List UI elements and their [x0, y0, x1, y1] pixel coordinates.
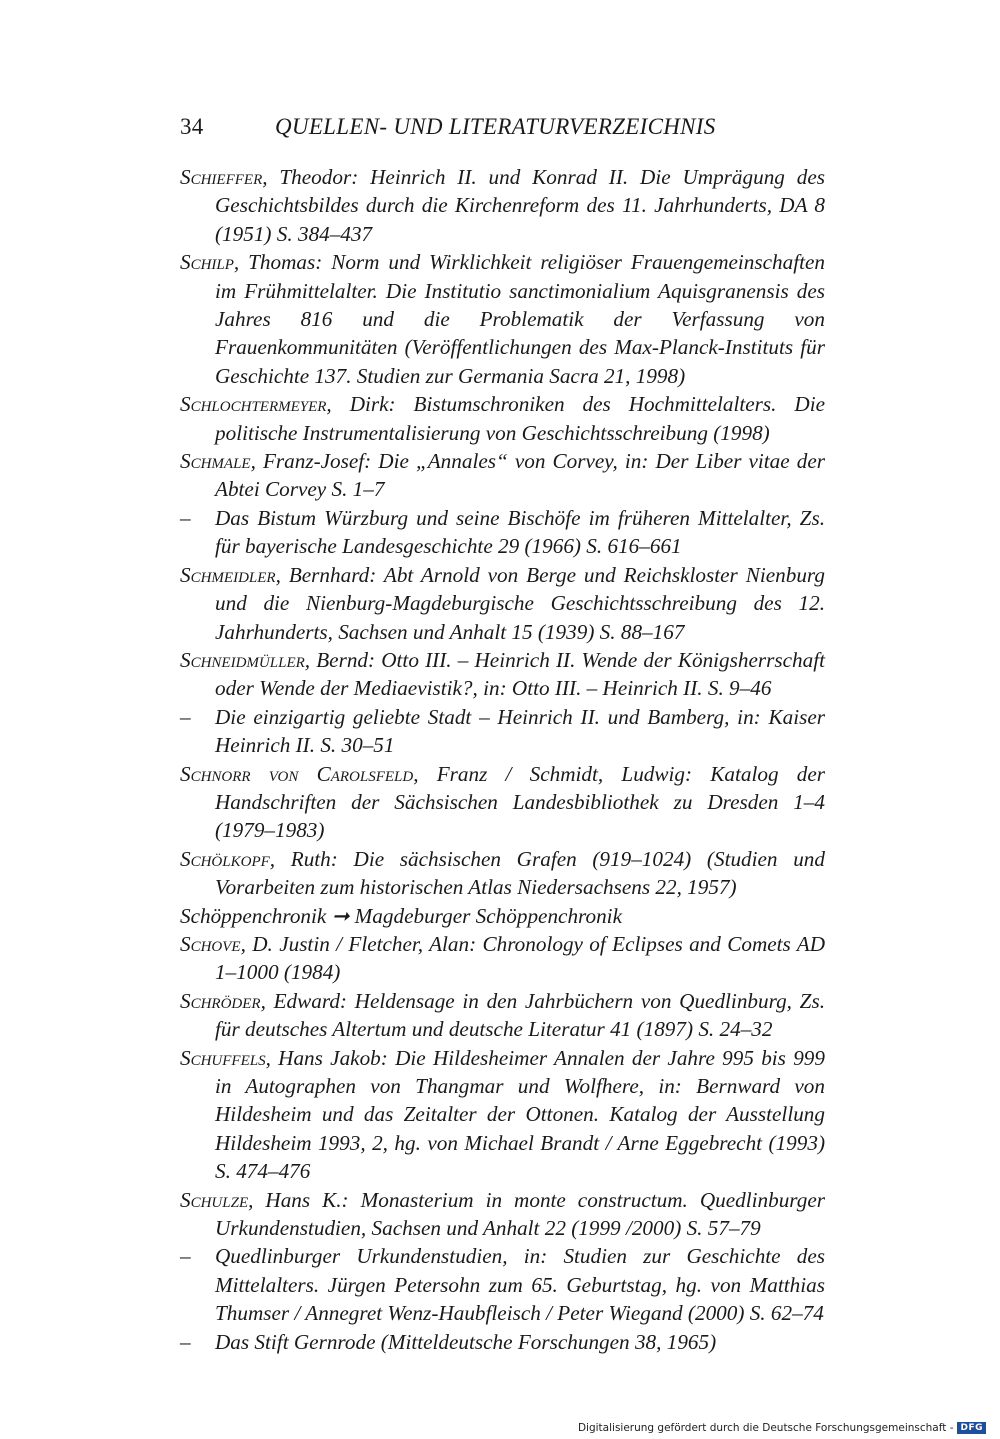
bibliography-subentry	[180, 1328, 825, 1356]
entry-author: Schieffer,	[180, 165, 268, 189]
page-header	[180, 114, 840, 144]
entry-author: Schnorr von Carolsfeld,	[180, 761, 419, 786]
bibliography-list	[180, 163, 825, 1356]
bibliography-entry	[180, 902, 825, 930]
bibliography-entry	[180, 987, 825, 1044]
entry-text: Hans K.: Monasterium in monte constructum. Quedlinburger Urkundenstudien, Sachsen und Anhalt 22 (1999 /2000) S. 57–79	[215, 1187, 825, 1241]
entry-text: Bernhard: Abt Arnold von Berge und Reichskloster Nienburg und die Nienburg-Magdeburgische Geschichtsschreibung des 12. Jahrhunderts, Sachsen und Anhalt 15 (1939) S. 88–167	[215, 562, 825, 644]
entry-dash: –	[180, 1329, 191, 1354]
entry-text: Die einzigartig geliebte Stadt – Heinrich II. und Bamberg, in: Kaiser Heinrich II. S. 30–51	[215, 704, 825, 758]
bibliography-entry	[180, 248, 825, 390]
entry-text: Hans Jakob: Die Hildesheimer Annalen der Jahre 995 bis 999 in Autographen von Thangmar und Wolfhere, in: Bernward von Hildesheim und das Zeitalter der Ottonen. Katalog der Ausstellung Hildesheim 1993, 2, hg. von Michael Brandt / Arne Eggebrecht (1993) S. 474–476	[215, 1045, 825, 1184]
footer-credit-text: Digitalisierung gefördert durch die Deutsche Forschungsgemeinschaft -	[577, 1422, 954, 1434]
bibliography-entry	[180, 1186, 825, 1243]
entry-text: Thomas: Norm und Wirklichkeit religiöser Frauengemeinschaften im Frühmittelalter. Die Institutio sanctimonialium Aquisgranensis des Jahres 816 und die Problematik der Verfassung von Frauenkommunitäten (Veröffentlichungen des Max-Planck-Instituts für Geschichte 137. Studien zur Germania Sacra 21, 1998)	[215, 250, 825, 388]
bibliography-entry	[180, 930, 825, 987]
entry-dash: –	[180, 704, 191, 729]
bibliography-entry	[180, 163, 825, 248]
bibliography-entry	[180, 1044, 825, 1186]
digitization-footer	[578, 1421, 986, 1435]
bibliography-entry	[180, 760, 825, 845]
entry-text: Das Bistum Würzburg und seine Bischöfe im früheren Mittelalter, Zs. für bayerische Landesgeschichte 29 (1966) S. 616–661	[215, 505, 825, 559]
entry-dash: –	[180, 1244, 191, 1269]
entry-text: Dirk: Bistumschroniken des Hochmittelalters. Die politische Instrumentalisierung von Geschichtsschreibung (1998)	[215, 392, 825, 445]
entry-author: Schilp,	[180, 250, 240, 275]
entry-author: Schove,	[180, 931, 246, 956]
entry-dash: –	[180, 505, 191, 530]
entry-author: Schlochtermeyer,	[180, 392, 332, 417]
bibliography-subentry	[180, 1242, 825, 1327]
entry-author: Schölkopf,	[180, 846, 276, 871]
page-number: 34	[180, 114, 204, 139]
entry-text: Bernd: Otto III. – Heinrich II. Wende der Königsherrschaft oder Wende der Mediaevistik?, in: Otto III. – Heinrich II. S. 9–46	[215, 647, 825, 701]
entry-text: Quedlinburger Urkundenstudien, in: Studien zur Geschichte des Mittelalters. Jürgen Petersohn zum 65. Geburtstag, hg. von Matthias Thumser / Annegret Wenz-Haubfleisch / Peter Wiegand (2000) S. 62–74	[215, 1244, 825, 1326]
entry-author: Schuffels,	[180, 1045, 271, 1070]
bibliography-entry	[180, 561, 825, 646]
bibliography-entry	[180, 390, 825, 447]
entry-text: Schöppenchronik ➞ Magdeburger Schöppenchronik	[180, 903, 622, 928]
entry-text: D. Justin / Fletcher, Alan: Chronology of Eclipses and Comets AD 1–1000 (1984)	[215, 931, 825, 985]
entry-text: Edward: Heldensage in den Jahrbüchern von Quedlinburg, Zs. für deutsches Altertum und deutsche Literatur 41 (1897) S. 24–32	[215, 988, 825, 1042]
bibliography-entry	[180, 845, 825, 902]
entry-author: Schmeidler,	[180, 562, 281, 587]
dfg-logo: DFG	[957, 1422, 986, 1434]
bibliography-entry	[180, 646, 825, 703]
entry-text: Franz / Schmidt, Ludwig: Katalog der Handschriften der Sächsischen Landesbibliothek zu Dresden 1–4 (1979–1983)	[215, 761, 825, 843]
bibliography-subentry	[180, 504, 825, 561]
bibliography-subentry	[180, 703, 825, 760]
entry-text: Das Stift Gernrode (Mitteldeutsche Forschungen 38, 1965)	[215, 1329, 717, 1354]
entry-author: Schmale,	[180, 449, 256, 474]
entry-text: Ruth: Die sächsischen Grafen (919–1024) (Studien und Vorarbeiten zum historischen Atlas Niedersachsens 22, 1957)	[215, 846, 825, 900]
entry-author: Schneidmüller,	[180, 647, 311, 672]
bibliography-entry	[180, 447, 825, 504]
entry-text: Theodor: Heinrich II. und Konrad II. Die Umprägung des Geschichtsbildes durch die Kirchenreform des 11. Jahrhunderts, DA 8 (1951) S. 384–437	[215, 165, 825, 246]
running-title: QUELLEN- UND LITERATURVERZEICHNIS	[275, 114, 716, 139]
entry-author: Schulze,	[180, 1187, 254, 1212]
entry-author: Schröder,	[180, 988, 266, 1013]
entry-text: Franz-Josef: Die „Annales“ von Corvey, in: Der Liber vitae der Abtei Corvey S. 1–7	[215, 449, 825, 502]
